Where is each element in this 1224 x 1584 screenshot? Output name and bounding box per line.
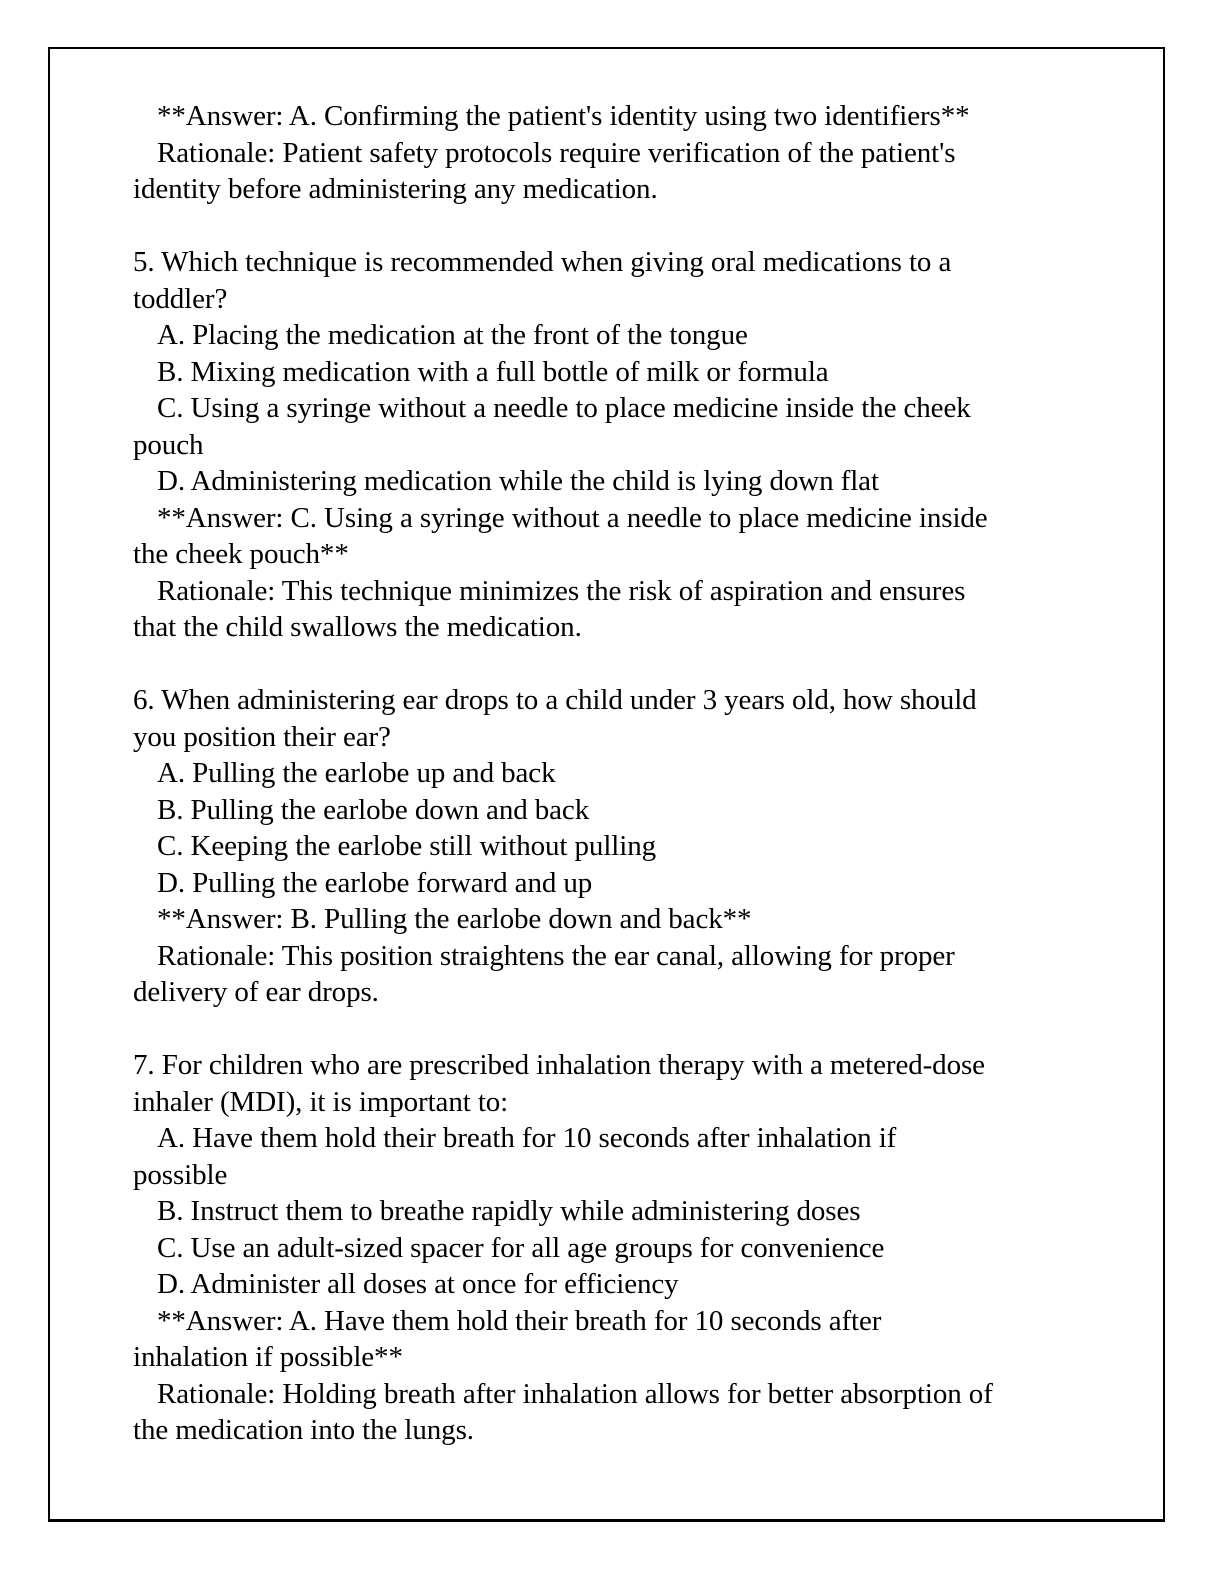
question-6 xyxy=(133,682,1093,1011)
answer-block-q4 xyxy=(133,98,1093,135)
question-5 xyxy=(133,244,1093,646)
answer-line: **Answer: A. Have them hold their breath for 10 seconds after xyxy=(157,1304,882,1337)
option-a: A. Have them hold their breath for 10 seconds after inhalation if xyxy=(157,1122,897,1154)
option-a-continued: possible xyxy=(133,1158,228,1191)
question-text: 6. When administering ear drops to a child under 3 years old, how should xyxy=(133,684,977,716)
answer-line: **Answer: A. Confirming the patient's identity using two identifiers** xyxy=(157,100,970,132)
option-b: B. Pulling the earlobe down and back xyxy=(157,793,590,826)
question-text: you position their ear? xyxy=(133,720,391,753)
answer-line-continued: the cheek pouch** xyxy=(133,538,349,570)
document-body xyxy=(133,98,1093,1449)
option-a: A. Placing the medication at the front of the tongue xyxy=(157,319,748,351)
answer-line: **Answer: B. Pulling the earlobe down and back** xyxy=(157,903,752,935)
rationale-line: Rationale: This technique minimizes the risk of aspiration and ensures xyxy=(157,574,966,607)
option-a: A. Pulling the earlobe up and back xyxy=(157,757,556,789)
paragraph-gap xyxy=(133,646,1093,683)
question-text: 5. Which technique is recommended when giving oral medications to a xyxy=(133,246,952,278)
answer-line: **Answer: C. Using a syringe without a needle to place medicine inside xyxy=(157,501,988,534)
option-c: C. Using a syringe without a needle to place medicine inside the cheek xyxy=(157,392,971,424)
rationale-line-continued: delivery of ear drops. xyxy=(133,976,379,1008)
question-text: toddler? xyxy=(133,282,228,315)
rationale-line: Rationale: This position straightens the ear canal, allowing for proper xyxy=(157,939,955,972)
option-d: D. Administering medication while the child is lying down flat xyxy=(157,465,879,497)
option-d: D. Administer all doses at once for efficiency xyxy=(157,1268,679,1300)
rationale-line-continued: that the child swallows the medication. xyxy=(133,611,582,643)
paragraph-gap xyxy=(133,208,1093,245)
option-c-continued: pouch xyxy=(133,428,204,461)
question-text: 7. For children who are prescribed inhalation therapy with a metered-dose xyxy=(133,1049,985,1081)
option-c: C. Keeping the earlobe still without pulling xyxy=(157,830,656,862)
rationale-line: Rationale: Holding breath after inhalation allows for better absorption of xyxy=(157,1377,993,1410)
option-c: C. Use an adult-sized spacer for all age groups for convenience xyxy=(157,1231,885,1264)
paragraph-gap xyxy=(133,1011,1093,1048)
rationale-block-q4 xyxy=(133,135,1093,208)
option-b: B. Instruct them to breathe rapidly while administering doses xyxy=(157,1195,861,1227)
option-d: D. Pulling the earlobe forward and up xyxy=(157,866,593,899)
rationale-line-continued: the medication into the lungs. xyxy=(133,1414,474,1446)
rationale-line: identity before administering any medication. xyxy=(133,173,658,205)
answer-line-continued: inhalation if possible** xyxy=(133,1341,403,1373)
option-b: B. Mixing medication with a full bottle of milk or formula xyxy=(157,355,829,388)
question-text: inhaler (MDI), it is important to: xyxy=(133,1085,509,1118)
rationale-line: Rationale: Patient safety protocols require verification of the patient's xyxy=(157,136,956,169)
question-7 xyxy=(133,1047,1093,1449)
